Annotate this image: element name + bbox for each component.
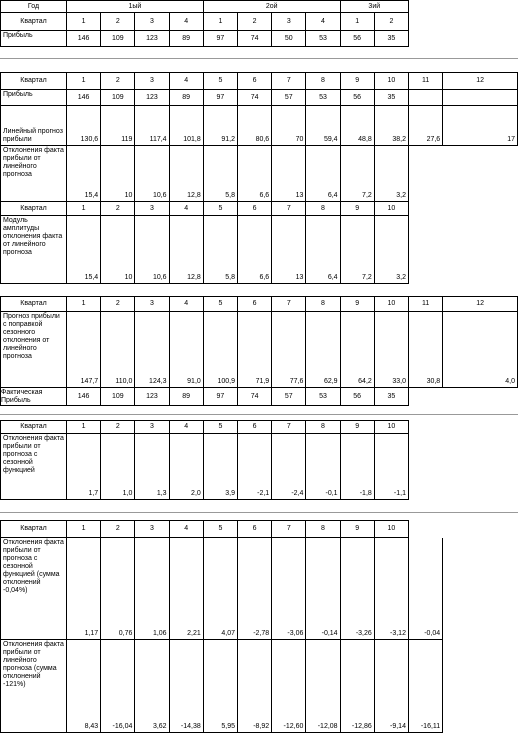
seasonal-pct-value: -3,26 (341, 538, 375, 640)
amplitude-value: 5,8 (204, 216, 238, 284)
pribyl-row (0, 31, 518, 47)
deviation-value: 12,8 (170, 146, 204, 202)
quarter-number: 4 (170, 420, 204, 434)
quarter-number: 10 (375, 296, 409, 312)
quarter-number: 2 (101, 296, 135, 312)
amplitude-value: 10,6 (135, 216, 169, 284)
quarter-number: 3 (135, 420, 169, 434)
quarter-number: 4 (306, 13, 340, 31)
quarter-number: 8 (306, 420, 340, 434)
linear-pct-value: 8,43 (67, 640, 101, 733)
fact-value: 56 (341, 388, 375, 406)
quarter-number: 5 (204, 420, 238, 434)
quarter-number: 1 (67, 13, 101, 31)
seasonal-deviation-value: -0,1 (306, 434, 340, 500)
quarter-number: 1 (204, 13, 238, 31)
seasonal-pct-value: -3,06 (272, 538, 306, 640)
forecast-value: 38,2 (375, 106, 409, 146)
forecast-value: 59,4 (306, 106, 340, 146)
profit-value: 89 (170, 90, 204, 106)
deviation-value: 5,8 (204, 146, 238, 202)
seasonal-pct-value: 0,76 (101, 538, 135, 640)
quarter-number: 9 (341, 520, 375, 538)
sheet-gridline (0, 58, 518, 59)
linear-pct-value: -16,04 (101, 640, 135, 733)
seasonal-deviation-value: 1,3 (135, 434, 169, 500)
quarter-number: 1 (67, 72, 101, 90)
seasonal-pct-value: 4,07 (204, 538, 238, 640)
deviation-value: 6,4 (306, 146, 340, 202)
profit-value: 146 (67, 31, 101, 47)
deviation-row (0, 146, 518, 202)
kvartal-row (0, 72, 518, 90)
fact-value: 109 (101, 388, 135, 406)
amplitude-value: 7,2 (341, 216, 375, 284)
year-group: 3ий (341, 0, 409, 13)
forecast-value: 117,4 (135, 106, 169, 146)
profit-value: 97 (204, 90, 238, 106)
seasonal-pct-value: -0,14 (306, 538, 340, 640)
amplitude-value: 3,2 (375, 216, 409, 284)
seasonal-forecast-value: 100,9 (204, 312, 238, 388)
seasonal-pct-row (0, 538, 518, 640)
profit-value: 53 (306, 31, 340, 47)
quarter-number: 4 (170, 520, 204, 538)
linear-pct-value: -16,11 (409, 640, 443, 733)
deviation-value: 13 (272, 146, 306, 202)
year-group: 2ой (204, 0, 341, 13)
row-label: Квартал (0, 72, 67, 90)
deviation-value: 7,2 (341, 146, 375, 202)
quarter-number: 10 (375, 72, 409, 90)
quarter-number: 4 (170, 296, 204, 312)
profit-value: 53 (306, 90, 340, 106)
profit-value: 146 (67, 90, 101, 106)
forecast-value: 17 (443, 106, 518, 146)
profit-value: 123 (135, 31, 169, 47)
profit-value: 109 (101, 31, 135, 47)
linear-pct-value: -12,86 (341, 640, 375, 733)
amplitude-value: 12,8 (170, 216, 204, 284)
seasonal-deviation-value: 1,0 (101, 434, 135, 500)
linear-pct-value: -9,14 (375, 640, 409, 733)
fact-value: 57 (272, 388, 306, 406)
seasonal-forecast-value: 30,8 (409, 312, 443, 388)
profit-value: 74 (238, 31, 272, 47)
seasonal-deviation-value: -1,8 (341, 434, 375, 500)
forecast-value: 27,6 (409, 106, 443, 146)
seasonal-forecast-value: 71,9 (238, 312, 272, 388)
quarter-number: 5 (204, 202, 238, 216)
year-group: 1ый (67, 0, 204, 13)
fact-value: 146 (67, 388, 101, 406)
quarter-number: 2 (101, 420, 135, 434)
quarter-number: 5 (204, 296, 238, 312)
row-label: Прогноз прибыли с поправкой сезонного отклонения от линейного прогноза (0, 312, 67, 388)
quarter-number: 7 (272, 202, 306, 216)
quarter-number: 7 (272, 72, 306, 90)
quarter-number: 1 (67, 520, 101, 538)
row-label: Модуль амплитуды отклонения факта от линейного прогноза (0, 216, 67, 284)
seasonal-deviation-value: 3,9 (204, 434, 238, 500)
seasonal-forecast-value: 110,0 (101, 312, 135, 388)
quarter-number: 1 (341, 13, 375, 31)
row-label: Квартал (0, 520, 67, 538)
quarter-number: 6 (238, 202, 272, 216)
linear-pct-value: 5,95 (204, 640, 238, 733)
quarter-number: 2 (101, 72, 135, 90)
amplitude-value: 13 (272, 216, 306, 284)
seasonal-deviation-value: -2,4 (272, 434, 306, 500)
seasonal-forecast-value: 124,3 (135, 312, 169, 388)
profit-value: 123 (135, 90, 169, 106)
quarter-number: 1 (67, 202, 101, 216)
kvartal-row (0, 420, 518, 434)
row-label: Квартал (0, 13, 67, 31)
quarter-number: 1 (67, 296, 101, 312)
quarter-number: 10 (375, 202, 409, 216)
quarter-number: 4 (170, 13, 204, 31)
forecast-value: 48,8 (341, 106, 375, 146)
seasonal-forecast-value: 147,7 (67, 312, 101, 388)
seasonal-pct-value: -3,12 (375, 538, 409, 640)
seasonal-forecast-value: 77,6 (272, 312, 306, 388)
row-label: Квартал (0, 202, 67, 216)
quarter-number: 2 (101, 520, 135, 538)
linear-pct-value: -14,38 (170, 640, 204, 733)
quarter-number: 11 (409, 72, 443, 90)
quarter-number: 11 (409, 296, 443, 312)
seasonal-deviation-value: -1,1 (375, 434, 409, 500)
seasonal-forecast-value: 91,0 (170, 312, 204, 388)
amplitude-value: 6,4 (306, 216, 340, 284)
seasonal-forecast-value: 4,0 (443, 312, 518, 388)
fact-value: 74 (238, 388, 272, 406)
row-label: Прибыль (0, 90, 67, 106)
profit-value: 97 (204, 31, 238, 47)
forecast-value: 101,8 (170, 106, 204, 146)
amplitude-value: 6,6 (238, 216, 272, 284)
quarter-number: 2 (101, 202, 135, 216)
profit-value: 35 (375, 90, 409, 106)
kvartal-row (0, 520, 518, 538)
year-header-row (0, 0, 518, 13)
quarter-number: 9 (341, 72, 375, 90)
seasonal-pct-value: -2,78 (238, 538, 272, 640)
fact-value: 97 (204, 388, 238, 406)
quarter-number: 3 (135, 202, 169, 216)
amplitude-row (0, 216, 518, 284)
row-label: Отклонения факта прибыли от линейного прогноза (0, 146, 67, 202)
fact-value: 89 (170, 388, 204, 406)
seasonal-deviation-value: 1,7 (67, 434, 101, 500)
seasonal-pct-value: 2,21 (170, 538, 204, 640)
row-label: Отклонения факта прибыли от прогноза с сезонной функцией (сумма отклонений -0,04%) (0, 538, 67, 640)
quarter-number: 8 (306, 520, 340, 538)
profit-value: 74 (238, 90, 272, 106)
linear-pct-row (0, 640, 518, 733)
sheet-gridline (0, 512, 518, 513)
quarter-number: 8 (306, 72, 340, 90)
year-label: Год (0, 0, 67, 13)
quarter-number: 6 (238, 72, 272, 90)
seasonal-deviation-row (0, 434, 518, 500)
row-label: Фактическая Прибыль (0, 388, 67, 406)
seasonal-deviation-value: 2,0 (170, 434, 204, 500)
forecast-value: 130,6 (67, 106, 101, 146)
quarter-number: 4 (170, 202, 204, 216)
deviation-value: 10,6 (135, 146, 169, 202)
quarter-number: 7 (272, 296, 306, 312)
profit-value: 89 (170, 31, 204, 47)
seasonal-forecast-value: 64,2 (341, 312, 375, 388)
quarter-number: 2 (375, 13, 409, 31)
quarter-number: 2 (238, 13, 272, 31)
fact-value: 53 (306, 388, 340, 406)
fact-value: 123 (135, 388, 169, 406)
linear-forecast-row (0, 106, 518, 146)
linear-pct-value: 3,62 (135, 640, 169, 733)
linear-pct-value: -12,60 (272, 640, 306, 733)
quarter-number: 8 (306, 296, 340, 312)
quarter-number: 3 (135, 72, 169, 90)
seasonal-deviation-value: -2,1 (238, 434, 272, 500)
quarter-number: 3 (135, 520, 169, 538)
forecast-value: 119 (101, 106, 135, 146)
row-label: Прибыль (0, 31, 67, 47)
seasonal-forecast-value: 33,0 (375, 312, 409, 388)
profit-value: 35 (375, 31, 409, 47)
quarter-number: 3 (272, 13, 306, 31)
quarter-number: 3 (135, 13, 169, 31)
seasonal-forecast-row (0, 312, 518, 388)
quarter-number: 9 (341, 420, 375, 434)
deviation-value: 6,6 (238, 146, 272, 202)
seasonal-pct-value: -0,04 (409, 538, 443, 640)
kvartal-row (0, 202, 518, 216)
deviation-value: 10 (101, 146, 135, 202)
seasonal-pct-value: 1,17 (67, 538, 101, 640)
quarter-number: 9 (341, 296, 375, 312)
quarter-number: 3 (135, 296, 169, 312)
quarter-number: 2 (101, 13, 135, 31)
kvartal-row (0, 296, 518, 312)
quarter-number: 7 (272, 420, 306, 434)
kvartal-row (0, 13, 518, 31)
profit-value: 109 (101, 90, 135, 106)
quarter-number: 4 (170, 72, 204, 90)
empty-cell (409, 90, 443, 106)
profit-value: 57 (272, 90, 306, 106)
row-label: Квартал (0, 420, 67, 434)
profit-value: 56 (341, 31, 375, 47)
quarter-number: 6 (238, 520, 272, 538)
seasonal-pct-value: 1,06 (135, 538, 169, 640)
forecast-value: 91,2 (204, 106, 238, 146)
quarter-number: 6 (238, 296, 272, 312)
forecast-value: 80,6 (238, 106, 272, 146)
quarter-number: 9 (341, 202, 375, 216)
profit-value: 50 (272, 31, 306, 47)
profit-value: 56 (341, 90, 375, 106)
linear-pct-value: -12,08 (306, 640, 340, 733)
row-label: Линейный прогноз прибыли (0, 106, 67, 146)
amplitude-value: 15,4 (67, 216, 101, 284)
quarter-number: 6 (238, 420, 272, 434)
quarter-number: 12 (443, 296, 518, 312)
deviation-value: 3,2 (375, 146, 409, 202)
fact-row (0, 388, 518, 406)
fact-value: 35 (375, 388, 409, 406)
row-label: Отклонения факта прибыли от линейного прогноза (сумма отклонений -121%) (0, 640, 67, 733)
empty-cell (443, 90, 518, 106)
row-label: Отклонения факта прибыли от прогноза с сезонной функцией (0, 434, 67, 500)
pribyl-row (0, 90, 518, 106)
linear-pct-value: -8,92 (238, 640, 272, 733)
sheet-gridline (0, 414, 518, 415)
quarter-number: 5 (204, 72, 238, 90)
row-label: Квартал (0, 296, 67, 312)
forecast-value: 70 (272, 106, 306, 146)
amplitude-value: 10 (101, 216, 135, 284)
quarter-number: 10 (375, 520, 409, 538)
quarter-number: 10 (375, 420, 409, 434)
quarter-number: 7 (272, 520, 306, 538)
quarter-number: 8 (306, 202, 340, 216)
quarter-number: 1 (67, 420, 101, 434)
seasonal-forecast-value: 62,9 (306, 312, 340, 388)
deviation-value: 15,4 (67, 146, 101, 202)
quarter-number: 5 (204, 520, 238, 538)
quarter-number: 12 (443, 72, 518, 90)
